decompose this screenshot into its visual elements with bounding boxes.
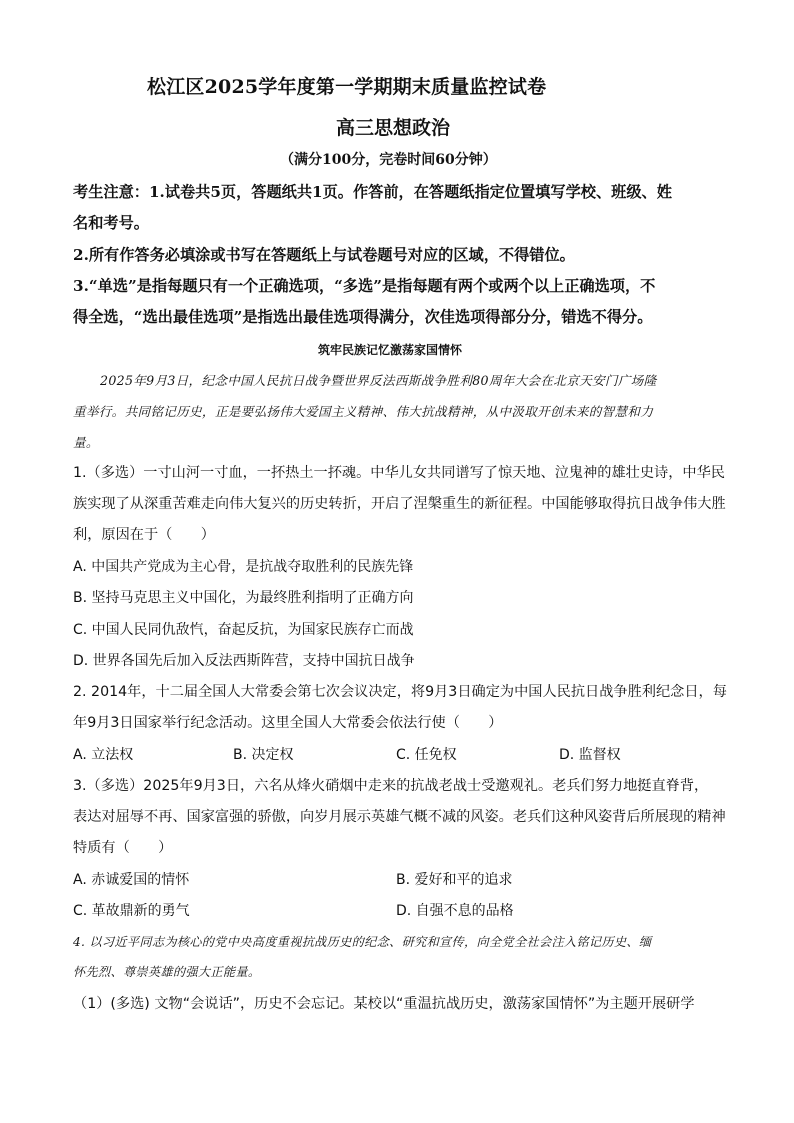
notice-line: 考生注意：1.试卷共5页，答题纸共1页。作答前，在答题纸指定位置填写学校、班级、姓 xyxy=(73,183,672,201)
notice-line: 得全选，“选出最佳选项”是指选出最佳选项得满分，次佳选项得部分分，错选不得分。 xyxy=(73,308,653,326)
question-2-option-c[interactable]: C. 任免权 xyxy=(396,747,457,763)
question-1-option-b[interactable]: B. 坚持马克思主义中国化，为最终胜利指明了正确方向 xyxy=(73,590,414,606)
section-intro-line: 量。 xyxy=(73,435,99,450)
notice-line: 2.所有作答务必填涂或书写在答题纸上与试卷题号对应的区域，不得错位。 xyxy=(73,246,575,264)
question-3-text: 特质有（ ） xyxy=(73,840,173,856)
exam-meta: （满分100分，完卷时间60分钟） xyxy=(280,152,497,168)
section-intro-line: 重举行。共同铭记历史，正是要弘扬伟大爱国主义精神、伟大抗战精神，从中汲取开创未来的智慧和力 xyxy=(73,404,654,419)
question-2-option-a[interactable]: A. 立法权 xyxy=(73,747,134,763)
question-3-text: 3.（多选）2025年9月3日，六名从烽火硝烟中走来的抗战老战士受邀观礼。老兵们努力地挺直脊背， xyxy=(73,778,709,794)
notice-line: 名和考号。 xyxy=(73,214,149,232)
question-3-option-c[interactable]: C. 革故鼎新的勇气 xyxy=(73,903,190,919)
question-3-option-d[interactable]: D. 自强不息的品格 xyxy=(396,903,514,919)
question-3-option-a[interactable]: A. 赤诚爱国的情怀 xyxy=(73,872,190,888)
notice-line: 3.“单选”是指每题只有一个正确选项，“多选”是指每题有两个或两个以上正确选项，不 xyxy=(73,277,656,295)
question-2-option-d[interactable]: D. 监督权 xyxy=(559,747,621,763)
question-2-option-b[interactable]: B. 决定权 xyxy=(233,747,294,763)
question-3-text: 表达对屈辱不再、国家富强的骄傲，向岁月展示英雄气概不减的风姿。老兵们这种风姿背后所展现的精神 xyxy=(73,809,726,825)
exam-title: 松江区2025学年度第一学期期末质量监控试卷 xyxy=(147,76,547,98)
question-1-text: 1.（多选）一寸山河一寸血，一抔热土一抔魂。中华儿女共同谱写了惊天地、泣鬼神的雄壮史诗，中华民 xyxy=(73,465,725,481)
question-4-text: 4. 以习近平同志为核心的党中央高度重视抗战历史的纪念、研究和宣传，向全党全社会注入铭记历史、缅 xyxy=(73,935,652,949)
question-3-option-b[interactable]: B. 爱好和平的追求 xyxy=(396,872,513,888)
section-intro-line: 2025年9月3日，纪念中国人民抗日战争暨世界反法西斯战争胜利80周年大会在北京天安门广场隆 xyxy=(100,373,657,388)
question-2-text: 2. 2014年，十二届全国人大常委会第七次会议决定，将9月3日确定为中国人民抗日战争胜利纪念日，每 xyxy=(73,684,727,700)
question-4-sub1-text: （1）(多选) 文物“会说话”，历史不会忘记。某校以“重温抗战历史，激荡家国情怀”为主题开展研学 xyxy=(73,996,695,1012)
question-1-text: 利，原因在于（ ） xyxy=(73,527,215,543)
subject-title: 高三思想政治 xyxy=(336,117,451,139)
question-4-text: 怀先烈、尊崇英雄的强大正能量。 xyxy=(73,965,261,979)
question-1-option-a[interactable]: A. 中国共产党成为主心骨，是抗战夺取胜利的民族先锋 xyxy=(73,559,414,575)
question-1-option-c[interactable]: C. 中国人民同仇敌忾，奋起反抗，为国家民族存亡而战 xyxy=(73,622,414,638)
question-2-text: 年9月3日国家举行纪念活动。这里全国人大常委会依法行使（ ） xyxy=(73,715,503,731)
question-1-text: 族实现了从深重苦难走向伟大复兴的历史转折，开启了涅槃重生的新征程。中国能够取得抗日战争伟大胜 xyxy=(73,496,726,512)
question-1-option-d[interactable]: D. 世界各国先后加入反法西斯阵营，支持中国抗日战争 xyxy=(73,653,415,669)
section-title: 筑牢民族记忆激荡家国情怀 xyxy=(318,343,463,357)
